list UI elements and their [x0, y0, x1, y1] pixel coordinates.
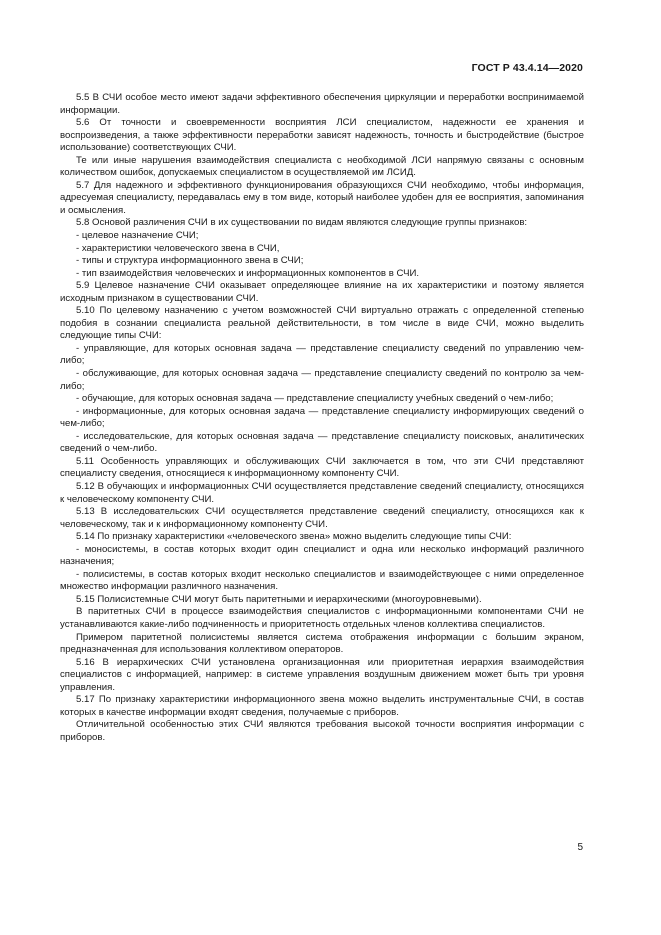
- paragraph: 5.12 В обучающих и информационных СЧИ осуществляется представление сведений специалисту, относящихся к человеческому компоненту СЧИ.: [60, 480, 584, 505]
- paragraph: - исследовательские, для которых основная задача — представление специалисту поисковых, аналитических сведений о чем-либо.: [60, 430, 584, 455]
- list-item: - типы и структура информационного звена в СЧИ;: [76, 255, 304, 267]
- paragraph: 5.6 От точности и своевременности восприятия ЛСИ специалистом, надежности ее хранения и воспроизведения, а также эффективности переработки зависят надежность, точность и быстродействие (быстрое использование) соответствующих СЧИ.: [60, 117, 584, 154]
- document-body: [60, 92, 584, 744]
- paragraph: 5.10 По целевому назначению с учетом возможностей СЧИ виртуально отражать с определенной степенью подобия в сознании специалиста реальной действительности, в том числе в виде СЧИ, можно выделить следующие типы СЧИ:: [60, 305, 584, 342]
- paragraph: Те или иные нарушения взаимодействия специалиста с необходимой ЛСИ напрямую связаны с основным количеством ошибок, допускаемых специалистом в осуществляемой им ЛСИД.: [60, 154, 584, 179]
- paragraph: 5.11 Особенность управляющих и обслуживающих СЧИ заключается в том, что эти СЧИ представляют специалисту сведения, относящиеся к информационному компоненту СЧИ.: [60, 455, 584, 480]
- list-item: - целевое назначение СЧИ;: [76, 230, 199, 242]
- paragraph: 5.9 Целевое назначение СЧИ оказывает определяющее влияние на их характеристики и поэтому является исходным признаком в существовании СЧИ.: [60, 280, 584, 304]
- paragraph: - моносистемы, в состав которых входит один специалист и одна или несколько информаций различного назначения;: [60, 543, 584, 568]
- paragraph: 5.14 По признаку характеристики «человеческого звена» можно выделить следующие типы СЧИ:: [76, 531, 512, 543]
- list-item: - характеристики человеческого звена в СЧИ,: [76, 242, 280, 254]
- paragraph: 5.17 По признаку характеристики информационного звена можно выделить инструментальные СЧИ, в состав которых в качестве информации входят сведения, получаемые с приборов.: [60, 694, 584, 718]
- paragraph: 5.16 В иерархических СЧИ установлена организационная или приоритетная иерархия взаимодействия специалистов с информацией, например: в системе управления воздушным движением может быть три уровня управления.: [60, 656, 584, 693]
- paragraph: В паритетных СЧИ в процессе взаимодействия специалистов с информационными компонентами СЧИ не устанавливаются какие-либо подчиненность и приоритетность отдельных членов коллектива специалистов.: [60, 606, 584, 630]
- paragraph: - обслуживающие, для которых основная задача — представление специалисту сведений по контролю за чем-либо;: [60, 368, 584, 392]
- paragraph: 5.8 Основой различения СЧИ в их существовании по видам являются следующие группы признаков:: [76, 217, 528, 229]
- paragraph: - обучающие, для которых основная задача — представление специалисту учебных сведений о чем-либо;: [76, 393, 554, 405]
- document-code-header: ГОСТ Р 43.4.14—2020: [471, 62, 583, 74]
- list-item: - тип взаимодействия человеческих и информационных компонентов в СЧИ.: [76, 267, 420, 279]
- paragraph: 5.15 Полисистемные СЧИ могут быть паритетными и иерархическими (многоуровневыми).: [76, 593, 482, 605]
- paragraph: - управляющие, для которых основная задача — представление специалисту сведений по управлению чем-либо;: [60, 342, 584, 367]
- paragraph: 5.5 В СЧИ особое место имеют задачи эффективного обеспечения циркуляции и переработки воспринимаемой информации.: [60, 92, 584, 116]
- paragraph: - информационные, для которых основная задача — представление специалисту информирующих сведений о чем-либо;: [60, 405, 584, 430]
- page-number: 5: [577, 842, 583, 853]
- paragraph: Примером паритетной полисистемы является система отображения информации с большим экраном, предназначенная для использования коллективом операторов.: [60, 631, 584, 656]
- paragraph: 5.7 Для надежного и эффективного функционирования образующихся СЧИ необходимо, чтобы информация, адресуемая специалисту, передавалась ему в том виде, который наиболее удобен для ее восприятия, запоминания и осмысления.: [60, 179, 584, 216]
- paragraph: 5.13 В исследовательских СЧИ осуществляется представление сведений специалисту, относящихся как к человеческому, так и к информационному компоненту СЧИ.: [60, 506, 584, 530]
- paragraph: - полисистемы, в состав которых входит несколько специалистов и взаимодействующее с ними определенное множество информации различного назначения.: [60, 568, 584, 593]
- paragraph: Отличительной особенностью этих СЧИ являются требования высокой точности восприятия информации с приборов.: [60, 719, 584, 743]
